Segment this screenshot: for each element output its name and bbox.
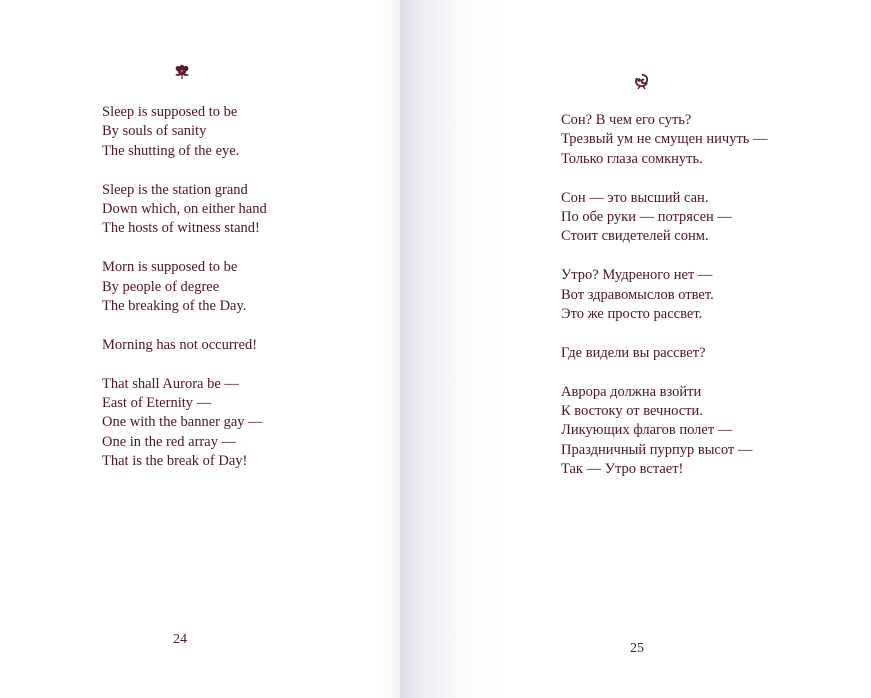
poem-line: Аврора должна взойти bbox=[561, 383, 702, 400]
poem-line: Утро? Мудреного нет — bbox=[561, 267, 713, 284]
poem-line: Где видели вы рассвет? bbox=[561, 344, 706, 361]
page-number: 25 bbox=[630, 641, 644, 656]
rose-ornament-icon bbox=[632, 72, 652, 92]
poem-line: Трезвый ум не смущен ничуть — bbox=[561, 131, 768, 148]
poem-line: Сон? В чем его суть? bbox=[561, 112, 692, 128]
poem-line: One in the red array — bbox=[102, 433, 237, 450]
poem-line: Это же просто рассвет. bbox=[561, 306, 703, 323]
poem-line: That is the break of Day! bbox=[102, 453, 248, 470]
poem-line: That shall Aurora be — bbox=[102, 375, 239, 392]
left-page bbox=[0, 0, 402, 698]
page-number: 24 bbox=[173, 632, 187, 647]
poem-line: By people of degree bbox=[102, 278, 220, 295]
russian-poem bbox=[561, 111, 768, 480]
poem-line: Только глаза сомкнуть. bbox=[561, 150, 703, 167]
stanza bbox=[561, 266, 768, 324]
stanza bbox=[102, 181, 267, 239]
poem-line: Down which, on either hand bbox=[102, 201, 267, 218]
poem-line: The shutting of the eye. bbox=[102, 142, 240, 159]
stanza bbox=[102, 103, 267, 161]
poem-line: По обе руки — потрясен — bbox=[561, 209, 732, 226]
poem-line: The hosts of witness stand! bbox=[102, 220, 260, 237]
poem-line: Ликующих флагов полет — bbox=[561, 422, 733, 439]
poem-line: Так — Утро встает! bbox=[561, 461, 684, 478]
poem-line: By souls of sanity bbox=[102, 123, 207, 140]
poem-line: East of Eternity — bbox=[102, 395, 212, 412]
poem-line: Sleep is the station grand bbox=[102, 181, 248, 198]
poem-line: Вот здравомыслов ответ. bbox=[561, 286, 714, 303]
stanza bbox=[102, 336, 267, 355]
poem-line: К востоку от вечности. bbox=[561, 403, 703, 420]
gutter-shadow-left bbox=[372, 0, 402, 698]
poem-line: The breaking of the Day. bbox=[102, 298, 247, 315]
english-poem bbox=[102, 103, 267, 472]
book-gutter bbox=[400, 0, 510, 698]
poem-line: Morning has not occurred! bbox=[102, 336, 258, 353]
stanza bbox=[102, 375, 267, 472]
poem-line: Sleep is supposed to be bbox=[102, 104, 238, 120]
rose-ornament-icon bbox=[172, 62, 192, 82]
stanza bbox=[561, 344, 768, 363]
stanza bbox=[561, 383, 768, 480]
poem-line: Стоит свидетелей сонм. bbox=[561, 228, 709, 245]
poem-line: Morn is supposed to be bbox=[102, 259, 238, 276]
poem-line: Праздничный пурпур высот — bbox=[561, 441, 753, 458]
stanza bbox=[561, 111, 768, 169]
poem-line: One with the banner gay — bbox=[102, 414, 263, 431]
poem-line: Сон — это высший сан. bbox=[561, 189, 709, 206]
stanza bbox=[561, 189, 768, 247]
stanza bbox=[102, 258, 267, 316]
